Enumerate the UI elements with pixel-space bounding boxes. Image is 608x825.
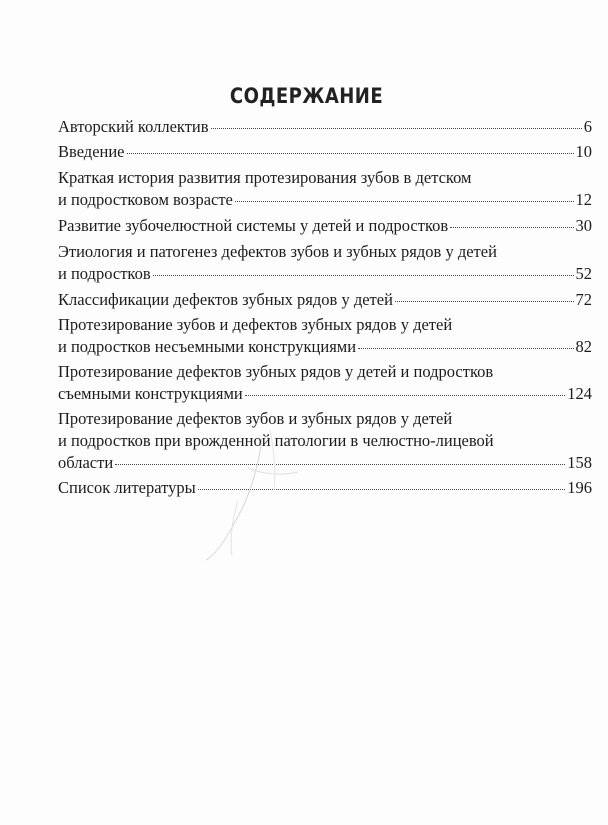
toc-entry-title: Протезирование дефектов зубов и зубных рядов у детей	[58, 409, 453, 428]
toc-entry	[58, 289, 592, 311]
toc-page-number: 10	[575, 142, 592, 161]
toc-entry-title: Краткая история развития протезирования зубов в детском	[58, 168, 472, 187]
toc-entry	[58, 477, 592, 499]
toc-entry	[58, 167, 592, 211]
toc-entry-title: Этиология и патогенез дефектов зубов и зубных рядов у детей	[58, 242, 497, 261]
toc-entry	[58, 241, 592, 285]
toc-entry-title-continued: и подростков при врожденной патологии в челюстно-лицевой	[58, 431, 494, 450]
toc-page-number: 6	[583, 117, 592, 136]
toc-page-number: 30	[575, 216, 592, 235]
dot-leader	[358, 348, 573, 349]
toc-entry	[58, 314, 592, 358]
toc-entry	[58, 141, 592, 163]
dot-leader	[115, 464, 565, 465]
toc-entry-title: Протезирование дефектов зубных рядов у детей и подростков	[58, 362, 494, 381]
toc-page-number: 72	[575, 290, 592, 309]
page-title: СОДЕРЖАНИЕ	[229, 84, 384, 108]
toc-page-number: 12	[575, 190, 592, 209]
toc-entry-title-continued: области	[58, 453, 114, 472]
toc-entry-title: Авторский коллектив	[58, 117, 209, 136]
toc-page-number: 196	[567, 478, 592, 497]
toc-entry-title: Развитие зубочелюстной системы у детей и подростков	[58, 216, 449, 235]
table-of-contents	[58, 116, 592, 499]
toc-entry-title-continued: и подростков	[58, 264, 151, 283]
toc-entry	[58, 215, 592, 237]
toc-entry-title: Классификации дефектов зубных рядов у детей	[58, 290, 393, 309]
dot-leader	[450, 227, 573, 228]
toc-entry-title: Протезирование зубов и дефектов зубных рядов у детей	[58, 315, 453, 334]
dot-leader	[198, 489, 566, 490]
dot-leader	[395, 301, 574, 302]
dot-leader	[245, 395, 566, 396]
toc-page-number: 52	[575, 264, 592, 283]
toc-entry-title-continued: съемными конструкциями	[58, 384, 243, 403]
dot-leader	[235, 201, 574, 202]
toc-entry	[58, 116, 592, 138]
toc-page-number: 124	[567, 384, 592, 403]
dot-leader	[153, 275, 574, 276]
toc-page-number: 82	[575, 337, 592, 356]
toc-page-number: 158	[567, 453, 592, 472]
toc-entry-title-continued: и подростков несъемными конструкциями	[58, 337, 357, 356]
toc-entry-title: Введение	[58, 142, 125, 161]
toc-entry	[58, 361, 592, 405]
toc-entry-title: Список литературы	[58, 478, 196, 497]
toc-entry	[58, 408, 592, 474]
dot-leader	[127, 153, 574, 154]
toc-entry-title-continued: и подростковом возрасте	[58, 190, 233, 209]
dot-leader	[211, 128, 582, 129]
